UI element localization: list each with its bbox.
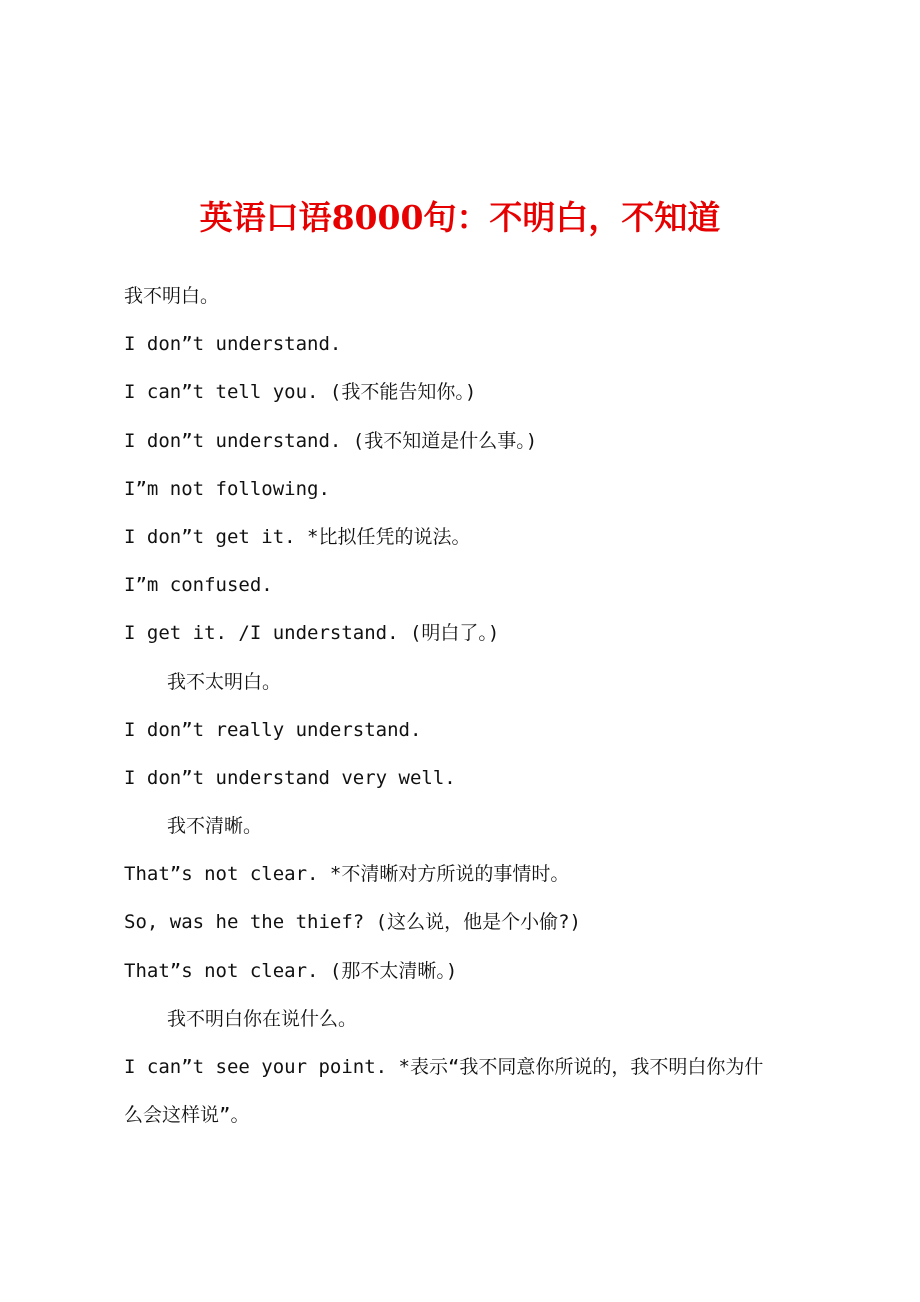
text-line: I can”t see your point. *表示“我不同意你所说的，我不明白你为什 [124, 1056, 764, 1078]
document-body [124, 272, 814, 1139]
section-heading-line: 我不清晰。 [167, 815, 263, 838]
text-line: 我不明白。 [124, 285, 220, 307]
text-line: I don”t understand very well. [124, 766, 456, 789]
text-line: I get it. /I understand. (明白了。) [124, 622, 500, 645]
text-line: I”m confused. [124, 574, 273, 597]
text-line: 么会这样说”。 [124, 1104, 250, 1127]
section-heading-line: 我不太明白。 [167, 670, 282, 693]
text-line: I”m not following. [124, 477, 330, 500]
text-line: I don”t get it. *比拟任凭的说法。 [124, 525, 471, 548]
text-line: That”s not clear. *不清晰对方所说的事情时。 [124, 863, 570, 886]
text-line: I don”t understand. [124, 333, 342, 356]
text-line: I don”t really understand. [124, 718, 422, 741]
text-line: That”s not clear. (那不太清晰。) [124, 959, 458, 982]
document-title: 英语口语8000句：不明白，不知道 [199, 198, 721, 237]
text-line: So, was he the thief? (这么说，他是个小偷?) [124, 911, 581, 934]
text-line: I don”t understand. (我不知道是什么事。) [124, 429, 538, 452]
section-heading-line: 我不明白你在说什么。 [167, 1007, 358, 1030]
text-line: I can”t tell you. (我不能告知你。) [124, 381, 477, 404]
